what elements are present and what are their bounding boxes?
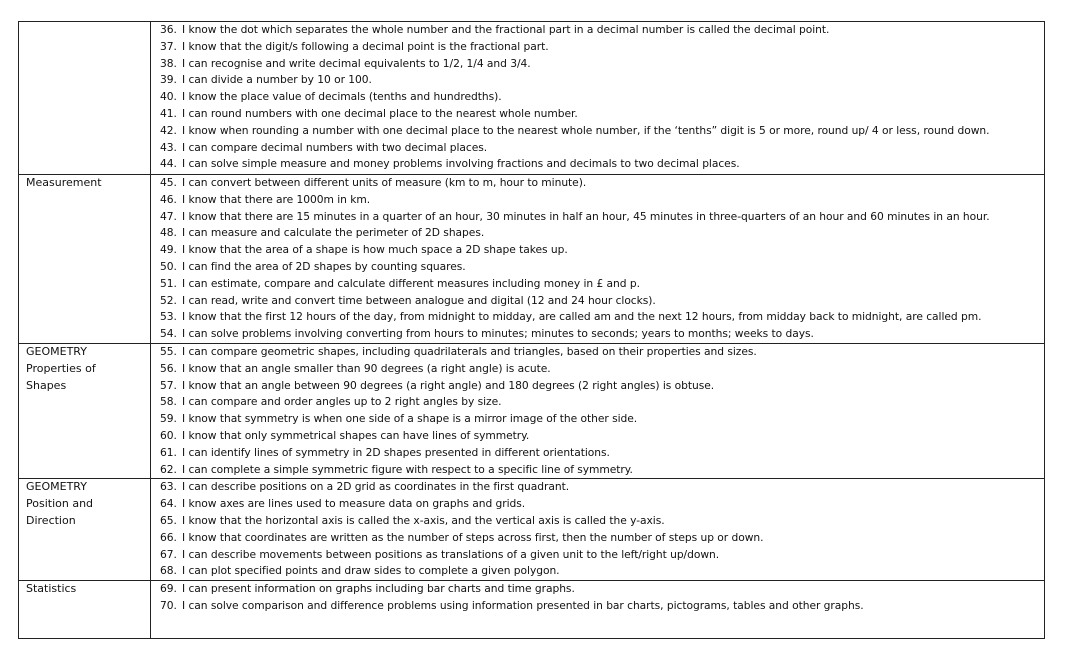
objective-number: 36. (160, 23, 177, 36)
objective-text: I know that the first 12 hours of the day, from midnight to midday, are called am and the next 12 hours, from midday back to midnight, are called pm. (182, 310, 982, 324)
objective-number: 53. (160, 310, 177, 324)
objective-number: 44. (160, 157, 177, 171)
objective-number: 68. (160, 564, 177, 578)
objective-text: I know that there are 15 minutes in a quarter of an hour, 30 minutes in half an hour, 45 minutes in three-quarters of an hour and 60 minutes in an hour. (182, 209, 990, 223)
objective-item (160, 39, 1044, 56)
objective-text: I can read, write and convert time between analogue and digital (12 and 24 hour clocks). (182, 293, 656, 307)
objective-number: 39. (160, 73, 177, 87)
objective-item (160, 513, 1044, 530)
objective-number: 59. (160, 412, 177, 426)
objective-text: I know the dot which separates the whole number and the fractional part in a decimal number is called the decimal point. (182, 23, 830, 36)
objective-text: I can find the area of 2D shapes by counting squares. (182, 259, 466, 273)
category-label: Statistics (26, 582, 77, 596)
objective-text: I know when rounding a number with one decimal place to the nearest whole number, if the ‘tenths” digit is 5 or more, round up/ 4 or less, round down. (182, 123, 990, 137)
objective-item (160, 225, 1044, 242)
objective-item (160, 598, 1044, 615)
objective-text: I know that the digit/s following a decimal point is the fractional part. (182, 39, 549, 53)
objective-text: I can convert between different units of measure (km to m, hour to minute). (182, 176, 587, 189)
objective-text: I know that symmetry is when one side of a shape is a mirror image of the other side. (182, 412, 638, 426)
objective-item (160, 309, 1044, 326)
objective-item (160, 428, 1044, 445)
objective-number: 51. (160, 276, 177, 290)
objective-item (160, 106, 1044, 123)
objective-text: I can round numbers with one decimal place to the nearest whole number. (182, 106, 578, 120)
category-label: Direction (26, 513, 76, 527)
objective-item (160, 89, 1044, 106)
objective-item (160, 22, 1044, 39)
objective-item (160, 581, 1044, 598)
objective-text: I know that the horizontal axis is called the x-axis, and the vertical axis is called the y-axis. (182, 513, 665, 527)
objective-item (160, 242, 1044, 259)
objective-number: 67. (160, 547, 177, 561)
objective-number: 52. (160, 293, 177, 307)
objective-item (160, 547, 1044, 564)
objective-item (160, 445, 1044, 462)
objective-item (160, 496, 1044, 513)
objective-number: 46. (160, 192, 177, 206)
objective-item (160, 276, 1044, 293)
objective-number: 64. (160, 497, 177, 511)
objective-number: 54. (160, 327, 177, 341)
objective-number: 41. (160, 106, 177, 120)
objective-text: I know that an angle smaller than 90 degrees (a right angle) is acute. (182, 361, 551, 375)
items-cell (151, 479, 1045, 581)
objective-text: I know the place value of decimals (tenths and hundredths). (182, 90, 502, 104)
objective-text: I can estimate, compare and calculate different measures including money in £ and p. (182, 276, 640, 290)
objectives-table (18, 21, 1045, 639)
objective-item (160, 563, 1044, 580)
objective-text: I know that an angle between 90 degrees (a right angle) and 180 degrees (2 right angles) is obtuse. (182, 378, 715, 392)
objective-item (160, 72, 1044, 89)
category-label: Properties of (26, 361, 96, 375)
objective-text: I can identify lines of symmetry in 2D shapes presented in different orientations. (182, 445, 610, 459)
objective-item (160, 259, 1044, 276)
objective-text: I can solve comparison and difference problems using information presented in bar charts, pictograms, tables and other graphs. (182, 598, 864, 612)
items-cell (151, 344, 1045, 479)
objective-item (160, 123, 1044, 140)
objective-number: 56. (160, 361, 177, 375)
category-label: GEOMETRY (26, 480, 87, 494)
objective-text: I can recognise and write decimal equivalents to 1/2, 1/4 and 3/4. (182, 56, 531, 70)
objective-item (160, 462, 1044, 479)
objective-text: I can compare and order angles up to 2 right angles by size. (182, 395, 502, 409)
objective-number: 58. (160, 395, 177, 409)
objective-text: I know that the area of a shape is how much space a 2D shape takes up. (182, 243, 568, 257)
objective-number: 38. (160, 56, 177, 70)
objective-text: I can describe movements between positions as translations of a given unit to the left/right up/down. (182, 547, 720, 561)
objective-number: 45. (160, 176, 177, 189)
objective-text: I can complete a simple symmetric figure with respect to a specific line of symmetry. (182, 462, 633, 476)
category-label: Measurement (26, 176, 102, 189)
objective-number: 47. (160, 209, 177, 223)
objective-number: 40. (160, 90, 177, 104)
objective-text: I can present information on graphs including bar charts and time graphs. (182, 582, 575, 596)
objective-number: 49. (160, 243, 177, 257)
items-cell (151, 175, 1045, 344)
objective-number: 63. (160, 480, 177, 494)
category-cell (19, 22, 151, 175)
objective-item (160, 394, 1044, 411)
objective-text: I can plot specified points and draw sides to complete a given polygon. (182, 564, 560, 578)
objective-text: I know that there are 1000m in km. (182, 192, 371, 206)
objective-text: I can compare decimal numbers with two decimal places. (182, 140, 488, 154)
objective-item (160, 378, 1044, 395)
objective-text: I know that only symmetrical shapes can have lines of symmetry. (182, 428, 530, 442)
objective-number: 60. (160, 428, 177, 442)
objective-number: 61. (160, 445, 177, 459)
items-cell (151, 581, 1045, 639)
objective-number: 50. (160, 259, 177, 273)
objective-item (160, 192, 1044, 209)
objective-item (160, 479, 1044, 496)
objective-number: 69. (160, 582, 177, 596)
objective-item (160, 175, 1044, 192)
objective-number: 43. (160, 140, 177, 154)
objective-text: I can compare geometric shapes, including quadrilaterals and triangles, based on their properties and sizes. (182, 345, 757, 358)
category-cell (19, 344, 151, 479)
objective-number: 42. (160, 123, 177, 137)
objective-number: 62. (160, 462, 177, 476)
objective-item (160, 326, 1044, 343)
section-row-measurement (19, 175, 1045, 344)
category-label: Shapes (26, 378, 67, 392)
section-row-decimals (19, 22, 1045, 175)
objective-number: 57. (160, 378, 177, 392)
objective-number: 65. (160, 513, 177, 527)
objective-text: I know that coordinates are written as the number of steps across first, then the number of steps up or down. (182, 530, 764, 544)
objectives-table-body (19, 22, 1045, 639)
objective-item (160, 411, 1044, 428)
objective-item (160, 344, 1044, 361)
section-row-properties-of-shapes (19, 344, 1045, 479)
objective-number: 37. (160, 39, 177, 53)
objective-item (160, 56, 1044, 73)
objective-text: I know axes are lines used to measure data on graphs and grids. (182, 497, 526, 511)
category-label: GEOMETRY (26, 345, 87, 358)
objective-item (160, 156, 1044, 173)
objective-number: 48. (160, 226, 177, 240)
objective-number: 70. (160, 598, 177, 612)
objective-number: 66. (160, 530, 177, 544)
objective-text: I can solve problems involving converting from hours to minutes; minutes to seconds; years to months; weeks to days. (182, 327, 814, 341)
items-cell (151, 22, 1045, 175)
objective-text: I can divide a number by 10 or 100. (182, 73, 372, 87)
objective-item (160, 209, 1044, 226)
objective-item (160, 293, 1044, 310)
objective-item (160, 140, 1044, 157)
category-label: Position and (26, 497, 94, 511)
objective-text: I can solve simple measure and money problems involving fractions and decimals to two decimal places. (182, 157, 740, 171)
objective-text: I can measure and calculate the perimeter of 2D shapes. (182, 226, 485, 240)
section-row-position-and-direction (19, 479, 1045, 581)
category-cell (19, 175, 151, 344)
section-row-statistics (19, 581, 1045, 639)
objective-number: 55. (160, 345, 177, 358)
objective-text: I can describe positions on a 2D grid as coordinates in the first quadrant. (182, 480, 570, 494)
objective-item (160, 530, 1044, 547)
category-cell (19, 479, 151, 581)
category-cell (19, 581, 151, 639)
objective-item (160, 361, 1044, 378)
